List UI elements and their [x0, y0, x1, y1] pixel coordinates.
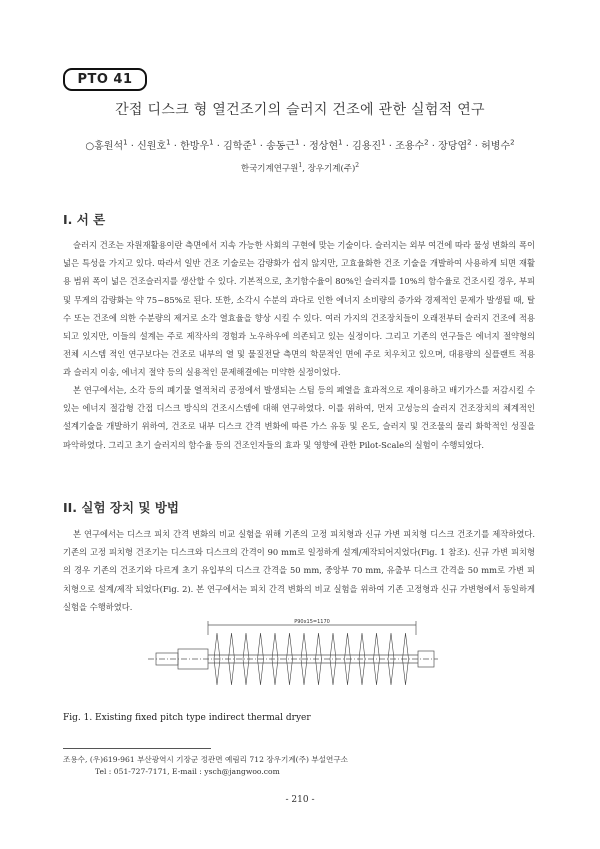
- author-affil-sup: 1: [381, 138, 386, 147]
- author-name: 송동근: [266, 141, 296, 152]
- author-list: [0, 137, 600, 152]
- author-separator: ·: [299, 141, 310, 152]
- author-name: 김용진: [352, 141, 382, 152]
- affiliation-1: 한국기계연구원: [240, 164, 299, 174]
- paper-title: 간접 디스크 형 열건조기의 슬러지 건조에 관한 실험적 연구: [115, 102, 485, 118]
- author-affil-sup: 1: [252, 138, 257, 147]
- author-name: 한방우: [180, 141, 210, 152]
- author-affil-sup: 1: [295, 138, 300, 147]
- page-number: - 210 -: [285, 795, 315, 805]
- author-separator: ·: [170, 141, 181, 152]
- author-separator: ·: [342, 141, 353, 152]
- affiliation: [0, 162, 600, 174]
- author-name: 허병수: [481, 141, 511, 152]
- author-affil-sup: 1: [166, 138, 171, 147]
- figure-caption: Fig. 1. Existing fixed pitch type indirect thermal dryer: [63, 713, 311, 723]
- author-name: ○홍원석: [85, 141, 124, 152]
- author-name: 장당엽: [438, 141, 468, 152]
- author-affil-sup: 1: [123, 138, 128, 147]
- author-separator: ·: [127, 141, 138, 152]
- dryer-figure: [148, 615, 438, 704]
- affiliation-separator: ,: [302, 164, 308, 174]
- footnote-divider: [63, 748, 211, 749]
- author-affil-sup: 1: [338, 138, 343, 147]
- author-separator: ·: [471, 141, 482, 152]
- footnote-address: 조용수, (우)619-961 부산광역시 기장군 정관면 예림리 712 장우기계(주) 부설연구소: [63, 755, 349, 764]
- author-affil-sup: 2: [510, 138, 515, 147]
- intro-paragraph-1: 슬러지 건조는 자원재활용이란 측면에서 지속 가능한 사회의 구현에 맞는 기술이다. 슬러지는 외부 여건에 따라 물성 변화의 폭이 넓은 특성을 가지고 있다. 따라서 일반 건조 기술로는 감량화가 쉽지 않지만, 고효율화한 건조 기술을 개발하여 사용하게 되면 재활용 범위 폭이 넓은 건조슬러지를 생산할 수 있다. 기본적으로, 초기함수율이 80%인 슬러지를 10%의 함수율로 건조시킬 경우, 부피 및 무게의 감량화는 약 75~85%로 된다. 또한, 소각시 수분의 과다로 인한 에너지 소비량의 증가와 경제적인 문제가 발생될 때, 탈수 또는 건조에 의한 수분량의 제거로 소각 열효율을 향상 시킬 수 있다. 여러 가지의 건조장치들이 오래전부터 슬러지 건조에 적용되고 있지만, 이들의 설계는 주로 제작사의 경험과 노우하우에 의존되고 있는 실정이다. 그리고 기존의 연구들은 에너지 절약형의 전체 시스템 적인 연구보다는 건조로 내부의 열 및 물질전달 측면의 학문적인 면에 주로 치우치고 있으며, 대용량의 실플랜트 적용과 슬러지 이송, 에너지 절약 등의 실용적인 문제해결에는 미약한 실정이었다.: [63, 240, 535, 378]
- dimension-label: P90x15=1170: [294, 619, 330, 625]
- author-name: 신원호: [137, 141, 167, 152]
- section-heading-method: II. 실험 장치 및 방법: [63, 500, 179, 515]
- disc-group: [214, 633, 409, 685]
- intro-paragraph-2: 본 연구에서는, 소각 등의 폐기물 열적처리 공정에서 발생되는 스팀 등의 폐열을 효과적으로 재이용하고 배기가스를 저감시킬 수 있는 에너지 절감형 간접 디스크 방식의 건조시스템에 대해 연구하였다. 이를 위하여, 먼저 고성능의 슬러지 건조장치의 체계적인 설계기술을 개발하기 위하여, 건조로 내부 디스크 간격 변화에 따른 가스 유동 및 온도, 슬러지 및 건조물의 물리 화학적인 성질을 파악하였다. 그리고 초기 슬러지의 함수율 등의 건조인자들의 효과 및 영향에 관한 Pilot-Scale의 실험이 수행되었다.: [63, 385, 535, 450]
- dryer-drawing: [148, 615, 438, 700]
- author-affil-sup: 1: [209, 138, 214, 147]
- author-separator: ·: [256, 141, 267, 152]
- method-paragraph-1: 본 연구에서는 디스크 피치 간격 변화의 비교 실험을 위해 기존의 고정 피치형과 신규 가변 피치형 디스크 건조기를 제작하였다. 기존의 고정 피치형 건조기는 디스크와 디스크의 간격이 90 mm로 일정하게 설계/제작되어지었다(Fig. 1 참조). 신규 가변 피치형의 경우 기존의 건조기와 다르게 초기 유입부의 디스크 간격을 50 mm, 중앙부 70 mm, 유출부 디스크 간격을 50 mm로 가변 피치형으로 설계/제작 되었다(Fig. 2). 본 연구에서는 피치 간격 변화의 비교 실험을 위하여 기존 고정형과 신규 가변형에서 동일하게 실험을 수행하였다.: [63, 529, 535, 612]
- footnote-contact: Tel : 051-727-7171, E-mail : ysch@jangwoo.com: [95, 767, 280, 776]
- affiliation-2-sup: 2: [355, 162, 360, 170]
- session-badge: PTO 41: [63, 68, 147, 91]
- author-name: 김학준: [223, 141, 253, 152]
- author-separator: ·: [428, 141, 439, 152]
- author-separator: ·: [213, 141, 224, 152]
- section-heading-intro: I. 서 론: [63, 212, 106, 227]
- affiliation-2: 장우기계(주): [307, 164, 356, 174]
- affiliation-1-sup: 1: [298, 162, 303, 170]
- author-affil-sup: 2: [424, 138, 429, 147]
- author-separator: ·: [385, 141, 396, 152]
- author-name: 조용수: [395, 141, 425, 152]
- author-affil-sup: 2: [467, 138, 472, 147]
- author-name: 정상현: [309, 141, 339, 152]
